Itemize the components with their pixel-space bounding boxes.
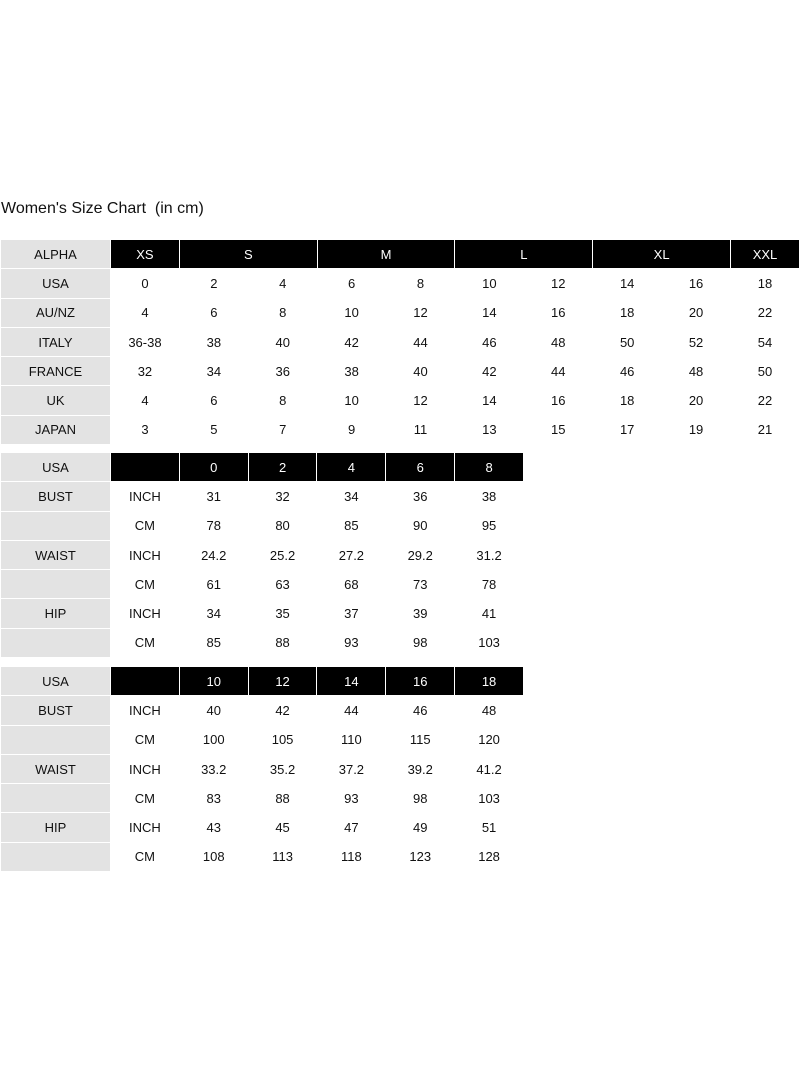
measure-cell: 118	[317, 842, 386, 871]
size-cell: 14	[593, 269, 662, 298]
measure-cell: 93	[317, 628, 386, 657]
measure-cell: 25.2	[248, 540, 317, 569]
size-header: 16	[386, 667, 455, 696]
size-header: 2	[248, 453, 317, 482]
measure-cell: 61	[179, 570, 248, 599]
size-header: 14	[317, 667, 386, 696]
size-cell: 6	[317, 269, 386, 298]
measure-cell: 80	[248, 511, 317, 540]
size-cell: 54	[731, 327, 800, 356]
size-cell: 32	[111, 357, 180, 386]
measure-cell: 88	[248, 628, 317, 657]
size-cell: 12	[386, 298, 455, 327]
table-row	[1, 754, 524, 783]
size-cell: 46	[593, 357, 662, 386]
measure-cell: 32	[248, 482, 317, 511]
table-row	[1, 784, 524, 813]
size-header: 4	[317, 453, 386, 482]
measure-cell: 51	[455, 813, 524, 842]
measure-cell: 36	[386, 482, 455, 511]
size-cell: 36	[248, 357, 317, 386]
measure-cell: 43	[179, 813, 248, 842]
measure-cell: 85	[317, 511, 386, 540]
alpha-size-header: XXL	[731, 240, 800, 269]
size-cell: 12	[386, 386, 455, 415]
size-cell: 6	[179, 298, 248, 327]
table-row	[1, 599, 524, 628]
unit-cell: CM	[111, 725, 180, 754]
measure-cell: 40	[179, 696, 248, 725]
unit-cell: CM	[111, 842, 180, 871]
measure-cell: 42	[248, 696, 317, 725]
measure-cell: 103	[455, 784, 524, 813]
size-cell: 40	[248, 327, 317, 356]
measure-label: BUST	[1, 482, 111, 511]
table-row	[1, 842, 524, 871]
row-label: ITALY	[1, 327, 111, 356]
table-row	[1, 696, 524, 725]
measure-cell: 29.2	[386, 540, 455, 569]
size-cell: 48	[662, 357, 731, 386]
unit-cell: INCH	[111, 482, 180, 511]
size-cell: 48	[524, 327, 593, 356]
unit-cell: INCH	[111, 540, 180, 569]
alpha-size-header: M	[317, 240, 455, 269]
measure-label: BUST	[1, 696, 111, 725]
table-row	[1, 540, 524, 569]
size-cell: 17	[593, 415, 662, 444]
table-row	[1, 725, 524, 754]
measure-cell: 78	[179, 511, 248, 540]
size-header-row	[1, 453, 524, 482]
measure-cell: 123	[386, 842, 455, 871]
table-row	[1, 415, 800, 444]
row-label: UK	[1, 386, 111, 415]
size-cell: 13	[455, 415, 524, 444]
size-cell: 9	[317, 415, 386, 444]
size-cell: 19	[662, 415, 731, 444]
size-cell: 8	[386, 269, 455, 298]
measure-label	[1, 842, 111, 871]
size-cell: 22	[731, 298, 800, 327]
measure-label	[1, 570, 111, 599]
measure-label: WAIST	[1, 754, 111, 783]
measure-cell: 103	[455, 628, 524, 657]
size-header: 8	[455, 453, 524, 482]
unit-cell: CM	[111, 628, 180, 657]
size-cell: 12	[524, 269, 593, 298]
size-cell: 5	[179, 415, 248, 444]
measure-cell: 37	[317, 599, 386, 628]
measure-cell: 98	[386, 784, 455, 813]
measure-cell: 34	[317, 482, 386, 511]
measure-label: HIP	[1, 599, 111, 628]
size-cell: 14	[455, 298, 524, 327]
measure-cell: 33.2	[179, 754, 248, 783]
size-conversion-table	[0, 239, 800, 445]
size-cell: 42	[317, 327, 386, 356]
measure-label	[1, 511, 111, 540]
row-label: USA	[1, 453, 111, 482]
alpha-size-header: XL	[593, 240, 731, 269]
measure-cell: 63	[248, 570, 317, 599]
size-header: 0	[179, 453, 248, 482]
size-cell: 18	[593, 298, 662, 327]
size-cell: 36-38	[111, 327, 180, 356]
size-cell: 0	[111, 269, 180, 298]
table-row	[1, 813, 524, 842]
size-header: 12	[248, 667, 317, 696]
size-cell: 4	[111, 298, 180, 327]
row-label: FRANCE	[1, 357, 111, 386]
measurement-table-large-sizes	[0, 666, 524, 872]
size-cell: 38	[179, 327, 248, 356]
measure-cell: 98	[386, 628, 455, 657]
size-header: 10	[179, 667, 248, 696]
unit-header-blank	[111, 453, 180, 482]
unit-cell: INCH	[111, 813, 180, 842]
size-cell: 42	[455, 357, 524, 386]
size-cell: 7	[248, 415, 317, 444]
size-cell: 16	[662, 269, 731, 298]
measure-cell: 27.2	[317, 540, 386, 569]
measure-cell: 128	[455, 842, 524, 871]
size-cell: 16	[524, 298, 593, 327]
measure-cell: 120	[455, 725, 524, 754]
row-label: USA	[1, 667, 111, 696]
measure-cell: 39.2	[386, 754, 455, 783]
size-cell: 46	[455, 327, 524, 356]
size-cell: 2	[179, 269, 248, 298]
row-label: USA	[1, 269, 111, 298]
measure-cell: 88	[248, 784, 317, 813]
row-label: JAPAN	[1, 415, 111, 444]
measure-cell: 105	[248, 725, 317, 754]
measure-cell: 45	[248, 813, 317, 842]
size-header: 6	[386, 453, 455, 482]
size-cell: 20	[662, 386, 731, 415]
size-cell: 50	[731, 357, 800, 386]
table-row	[1, 298, 800, 327]
measure-cell: 41.2	[455, 754, 524, 783]
size-cell: 44	[386, 327, 455, 356]
measure-cell: 110	[317, 725, 386, 754]
size-cell: 8	[248, 386, 317, 415]
measure-cell: 34	[179, 599, 248, 628]
measure-cell: 90	[386, 511, 455, 540]
row-label: AU/NZ	[1, 298, 111, 327]
measure-cell: 68	[317, 570, 386, 599]
size-cell: 3	[111, 415, 180, 444]
measure-cell: 95	[455, 511, 524, 540]
size-cell: 20	[662, 298, 731, 327]
unit-cell: INCH	[111, 599, 180, 628]
size-cell: 50	[593, 327, 662, 356]
measure-cell: 41	[455, 599, 524, 628]
table-row	[1, 357, 800, 386]
table-row	[1, 570, 524, 599]
size-cell: 38	[317, 357, 386, 386]
table-row	[1, 628, 524, 657]
size-cell: 14	[455, 386, 524, 415]
table-row	[1, 327, 800, 356]
measure-cell: 85	[179, 628, 248, 657]
unit-cell: CM	[111, 784, 180, 813]
size-header: 18	[455, 667, 524, 696]
size-cell: 18	[593, 386, 662, 415]
measure-cell: 100	[179, 725, 248, 754]
table-row	[1, 482, 524, 511]
measure-cell: 35	[248, 599, 317, 628]
alpha-size-header: XS	[111, 240, 180, 269]
alpha-header-row	[1, 240, 800, 269]
size-cell: 52	[662, 327, 731, 356]
size-cell: 6	[179, 386, 248, 415]
measure-cell: 48	[455, 696, 524, 725]
measure-cell: 31.2	[455, 540, 524, 569]
table-row	[1, 511, 524, 540]
size-cell: 18	[731, 269, 800, 298]
measure-label: HIP	[1, 813, 111, 842]
size-header-row	[1, 667, 524, 696]
measure-cell: 31	[179, 482, 248, 511]
size-cell: 22	[731, 386, 800, 415]
measure-cell: 78	[455, 570, 524, 599]
size-cell: 16	[524, 386, 593, 415]
unit-cell: INCH	[111, 696, 180, 725]
size-cell: 10	[455, 269, 524, 298]
chart-title: Women's Size Chart (in cm)	[1, 200, 204, 217]
size-cell: 8	[248, 298, 317, 327]
size-cell: 21	[731, 415, 800, 444]
measure-label	[1, 725, 111, 754]
unit-cell: CM	[111, 570, 180, 599]
alpha-size-header: S	[179, 240, 317, 269]
size-cell: 15	[524, 415, 593, 444]
size-cell: 10	[317, 386, 386, 415]
size-cell: 11	[386, 415, 455, 444]
size-cell: 34	[179, 357, 248, 386]
unit-cell: CM	[111, 511, 180, 540]
measure-cell: 73	[386, 570, 455, 599]
measure-cell: 108	[179, 842, 248, 871]
measure-cell: 47	[317, 813, 386, 842]
measure-label	[1, 784, 111, 813]
size-cell: 44	[524, 357, 593, 386]
measure-cell: 93	[317, 784, 386, 813]
size-cell: 4	[111, 386, 180, 415]
table-row	[1, 386, 800, 415]
measure-label: WAIST	[1, 540, 111, 569]
measure-cell: 35.2	[248, 754, 317, 783]
alpha-size-header: L	[455, 240, 593, 269]
measurement-table-small-sizes	[0, 452, 524, 658]
measure-cell: 49	[386, 813, 455, 842]
measure-cell: 83	[179, 784, 248, 813]
measure-cell: 115	[386, 725, 455, 754]
size-cell: 40	[386, 357, 455, 386]
measure-cell: 37.2	[317, 754, 386, 783]
row-label: ALPHA	[1, 240, 111, 269]
measure-cell: 38	[455, 482, 524, 511]
unit-header-blank	[111, 667, 180, 696]
measure-cell: 46	[386, 696, 455, 725]
measure-cell: 39	[386, 599, 455, 628]
unit-cell: INCH	[111, 754, 180, 783]
size-cell: 4	[248, 269, 317, 298]
measure-cell: 24.2	[179, 540, 248, 569]
measure-cell: 44	[317, 696, 386, 725]
measure-label	[1, 628, 111, 657]
table-row	[1, 269, 800, 298]
measure-cell: 113	[248, 842, 317, 871]
size-cell: 10	[317, 298, 386, 327]
